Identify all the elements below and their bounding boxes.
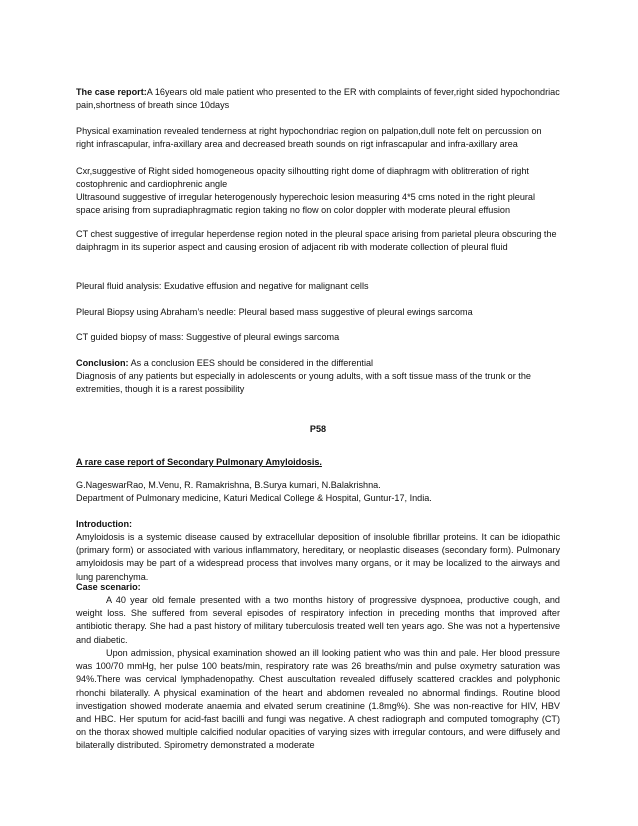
conclusion-text: As a conclusion EES should be considered in the differential [128,358,374,368]
conclusion-paragraph [76,357,560,397]
introduction-heading: Introduction: [76,519,133,529]
pleural-fluid-paragraph: Pleural fluid analysis: Exudative effusion and negative for malignant cells [76,281,369,291]
introduction-text: Amyloidosis is a systemic disease caused by extracellular deposition of insoluble fibrillar proteins. It can be idiopathic (primary form) or associated with various inflammatory, hereditary, or neoplastic diseases (secondary form). Pulmonary amyloidosis may be part of a widespread process that involves many organs, or it may be localized to the airways and lung parenchyma. [76,532,560,582]
conclusion-label: Conclusion: [76,358,129,368]
case-scenario-para2: Upon admission, physical examination showed an ill looking patient who was thin and pale. Her blood pressure was 100/70 mmHg, her pulse 100 beats/min, respiratory rate was 26 breaths/min and pulse oxymetry saturation was 94%.There was cervical lymphadenopathy. Chest auscultation revealed diffusely scattered crackles and polyphonic rhonchi bilaterally. A physical examination of the heart and abdomen revealed no abnormal findings. Routine blood investigation showed moderate anaemia and elvated serum creatinine (1.8mg%). She was non-reactive for HIV, HBV and HBC. Her sputum for acid-fast bacilli and fungi was negative. A chest radiograph and computed tomography (CT) on the thorax showed multiple calcified nodular opacities of varying sizes with irregular contours, and were diffusely and bilaterally distributed. Spirometry demonstrated a moderate [76,648,560,751]
case-report-paragraph [76,86,560,112]
case-report-label: The case report: [76,87,147,97]
case-scenario-para1: A 40 year old female presented with a two months history of progressive dyspnoea, productive cough, and weight loss. She suffered from several episodes of respiratory infection in preceding months that improved after antibiotic therapy. She had a past history of military tuberculosis treated well ten years ago. She was not a hypertensive and diabetic. [76,595,560,645]
ct-chest-paragraph: CT chest suggestive of irregular heperdense region noted in the pleural space arising from parietal pleura obscuring the daiphragm in its superior aspect and causing erosion of adjacent rib with moderate collection of pleural fluid [76,229,557,253]
ct-biopsy-paragraph: CT guided biopsy of mass: Suggestive of pleural ewings sarcoma [76,332,340,342]
pleural-biopsy-paragraph: Pleural Biopsy using Abraham’s needle: Pleural based mass suggestive of pleural ewings sarcoma [76,307,473,317]
affiliation: Department of Pulmonary medicine, Katuri Medical College & Hospital, Guntur-17, India. [76,493,432,503]
ultrasound-paragraph: Ultrasound suggestive of irregular heterogenously hyperechoic lesion measuring 4*5 cms noted in the right pleural space arising from supradiaphragmatic region taking no flow on color doppler with moderate pleural effusion [76,192,535,216]
conclusion-text-2: Diagnosis of any patients but especially in adolescents or young adults, with a soft tissue mass of the trunk or the extremities, though it is a rarest possibility [76,371,531,395]
article-title: A rare case report of Secondary Pulmonary Amyloidosis. [76,457,322,467]
authors: G.NageswarRao, M.Venu, R. Ramakrishna, B.Surya kumari, N.Balakrishna. [76,480,381,490]
physical-exam-paragraph: Physical examination revealed tenderness at right hypochondriac region on palpation,dull note felt on percussion on right infrascapular, infra-axillary area and decreased breath sounds on rigt infrascapular and infra-axillary area [76,126,542,150]
article-title-line [76,456,560,469]
case-scenario-heading: Case scenario: [76,582,141,592]
cxr-paragraph: Cxr,suggestive of Right sided homogeneous opacity silhoutting right dome of diaphragm with oblitreration of right costophrenic and cardiophrenic angle [76,166,529,190]
page-marker: P58 [309,424,327,434]
case-report-text: A 16years old male patient who presented to the ER with complaints of fever,right sided hypochondriac pain,shortness of breath since 10days [76,87,560,111]
